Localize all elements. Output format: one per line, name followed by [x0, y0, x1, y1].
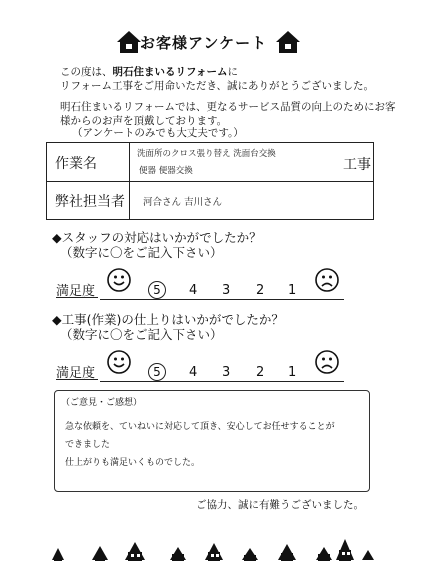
rating-3[interactable]: 3 [222, 365, 231, 380]
rating-2[interactable]: 2 [256, 365, 265, 380]
satisfaction-label: 満足度 [56, 284, 96, 299]
rating-5[interactable] [148, 363, 166, 381]
question-2: ◆工事(作業)の仕上りはいかがでしたか？ [52, 312, 284, 327]
work-value: 洗面所のクロス張り替え 洗面台交換 [137, 149, 276, 159]
intro-line-2: リフォーム工事をご用命いただき、誠にありがとうございました。 [60, 80, 375, 92]
sad-face-icon [315, 350, 339, 374]
house-icon [116, 30, 142, 54]
work-value: 便器 便器交換 [139, 166, 193, 176]
rating-3[interactable]: 3 [222, 283, 231, 298]
underline [56, 297, 98, 298]
intro-line-5: （アンケートのみでも大丈夫です。） [72, 127, 244, 139]
header [0, 30, 422, 56]
info-table [46, 142, 374, 220]
rating-4[interactable]: 4 [189, 283, 198, 298]
comment-line: 急な依頼を、ていねいに対応して頂き、安心してお任せすることが [65, 422, 335, 432]
footer-thanks: ご協力、誠に有難うございました。 [196, 499, 364, 511]
question-1: ◆スタッフの対応はいかがでしたか？ [52, 230, 262, 245]
question-1-instruction: （数字に〇をご記入下さい） [60, 245, 223, 260]
townscape-silhouette [0, 512, 422, 561]
underline [56, 379, 98, 380]
company-name: 明石住まいるリフォーム [112, 66, 228, 78]
staff-label: 弊社担当者 [55, 194, 125, 210]
rating-4[interactable]: 4 [189, 365, 198, 380]
rating-line [100, 381, 344, 382]
satisfaction-label: 満足度 [56, 366, 96, 381]
rating-2[interactable]: 2 [256, 283, 265, 298]
rating-5[interactable] [148, 281, 166, 299]
rating-1[interactable]: 1 [288, 283, 297, 298]
table-divider [47, 181, 373, 182]
sad-face-icon [315, 268, 339, 292]
intro-line-3: 明石住まいるリフォームでは、更なるサービス品質の向上のためにお客 [60, 101, 396, 113]
rating-1[interactable]: 1 [288, 365, 297, 380]
intro-line-4: 様からのお声を頂戴しております。 [60, 115, 228, 127]
work-label: 作業名 [55, 156, 97, 172]
table-divider [129, 143, 130, 219]
comment-title: （ご意見・ご感想） [61, 398, 143, 408]
work-suffix: 工事 [343, 157, 371, 173]
rating-5-selected: 5 [148, 281, 166, 299]
intro-text: この度は、 [60, 66, 113, 78]
intro-line-1 [60, 65, 238, 79]
rating-line [100, 299, 344, 300]
staff-value: 河合さん 吉川さん [143, 197, 223, 208]
page-title: お客様アンケート [140, 34, 268, 52]
house-icon [275, 30, 301, 54]
intro-text: に [227, 66, 238, 78]
comment-line: できました [65, 440, 111, 450]
comment-box [54, 390, 370, 492]
comment-line: 仕上がりも満足いくものでした。 [65, 458, 201, 468]
question-2-instruction: （数字に〇をご記入下さい） [60, 327, 223, 342]
rating-5-selected: 5 [148, 363, 166, 381]
smiley-face-icon [107, 350, 131, 374]
smiley-face-icon [107, 268, 131, 292]
